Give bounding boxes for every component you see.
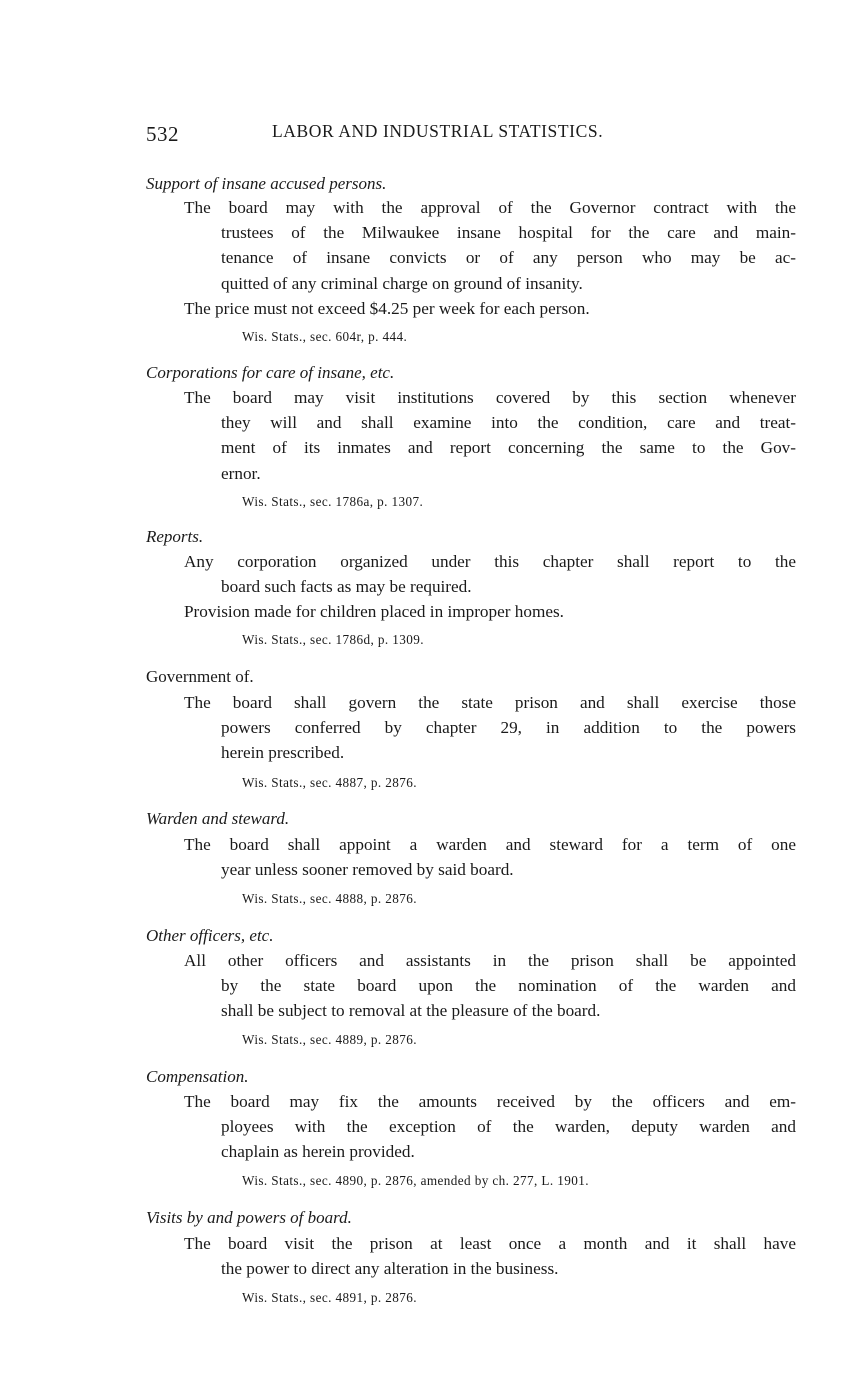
section-heading: Other officers, etc. [146, 926, 274, 945]
paragraph [184, 385, 796, 486]
citation: Wis. Stats., sec. 4889, p. 2876. [242, 1032, 417, 1047]
text-line: The board shall appoint a warden and steward for a term of one [184, 835, 796, 854]
text-line: powers conferred by chapter 29, in addition to the powers [221, 718, 796, 738]
text-line: herein prescribed. [221, 743, 345, 763]
paragraph [184, 195, 796, 321]
text-line: shall be subject to removal at the pleasure of the board. [221, 1001, 601, 1021]
text-line: ployees with the exception of the warden, deputy warden and [221, 1117, 796, 1137]
text-line: ernor. [221, 463, 261, 483]
section-heading: Corporations for care of insane, etc. [146, 363, 395, 382]
text-line: The board may visit institutions covered by this section whenever [184, 388, 796, 407]
paragraph [184, 1089, 796, 1165]
citation: Wis. Stats., sec. 1786a, p. 1307. [242, 494, 424, 509]
paragraph [184, 1231, 796, 1281]
text-line: they will and shall examine into the condition, care and treat- [221, 413, 796, 433]
text-line: tenance of insane convicts or of any person who may be ac- [221, 248, 796, 268]
section-heading: Reports. [146, 527, 204, 546]
text-line: by the state board upon the nomination of the warden and [221, 976, 796, 996]
text-line: chaplain as herein provided. [221, 1142, 415, 1162]
section-heading: Government of. [146, 667, 254, 686]
text-line: The board may fix the amounts received by the officers and em- [184, 1092, 796, 1111]
text-line: The board may with the approval of the Governor contract with the [184, 198, 796, 217]
text-line: Provision made for children placed in improper homes. [184, 602, 564, 622]
text-line: trustees of the Milwaukee insane hospital for the care and main- [221, 223, 796, 243]
section-heading: Compensation. [146, 1067, 249, 1086]
text-line: quitted of any criminal charge on ground of insanity. [221, 273, 583, 293]
section-heading: Support of insane accused persons. [146, 174, 387, 193]
text-line: Any corporation organized under this chapter shall report to the [184, 552, 796, 571]
text-line: The price must not exceed $4.25 per week for each person. [184, 298, 590, 318]
paragraph [184, 832, 796, 882]
text-line: All other officers and assistants in the prison shall be appointed [184, 951, 796, 970]
text-line: The board shall govern the state prison and shall exercise those [184, 693, 796, 712]
paragraph [184, 690, 796, 766]
section-heading: Warden and steward. [146, 809, 290, 828]
citation: Wis. Stats., sec. 4888, p. 2876. [242, 891, 417, 906]
citation: Wis. Stats., sec. 1786d, p. 1309. [242, 632, 424, 647]
page-number: 532 [146, 122, 179, 146]
paragraph [184, 948, 796, 1024]
text-line: board such facts as may be required. [221, 577, 472, 597]
citation: Wis. Stats., sec. 4891, p. 2876. [242, 1290, 417, 1305]
text-line: ment of its inmates and report concerning the same to the Gov- [221, 438, 796, 458]
paragraph [184, 549, 796, 625]
text-line: the power to direct any alteration in the business. [221, 1259, 559, 1279]
text-line: The board visit the prison at least once a month and it shall have [184, 1234, 796, 1253]
text-line: year unless sooner removed by said board. [221, 860, 514, 880]
running-head: LABOR AND INDUSTRIAL STATISTICS. [272, 121, 604, 141]
citation: Wis. Stats., sec. 604r, p. 444. [242, 329, 408, 344]
section-heading: Visits by and powers of board. [146, 1208, 352, 1227]
citation: Wis. Stats., sec. 4890, p. 2876, amended by ch. 277, L. 1901. [242, 1173, 589, 1188]
citation: Wis. Stats., sec. 4887, p. 2876. [242, 775, 417, 790]
